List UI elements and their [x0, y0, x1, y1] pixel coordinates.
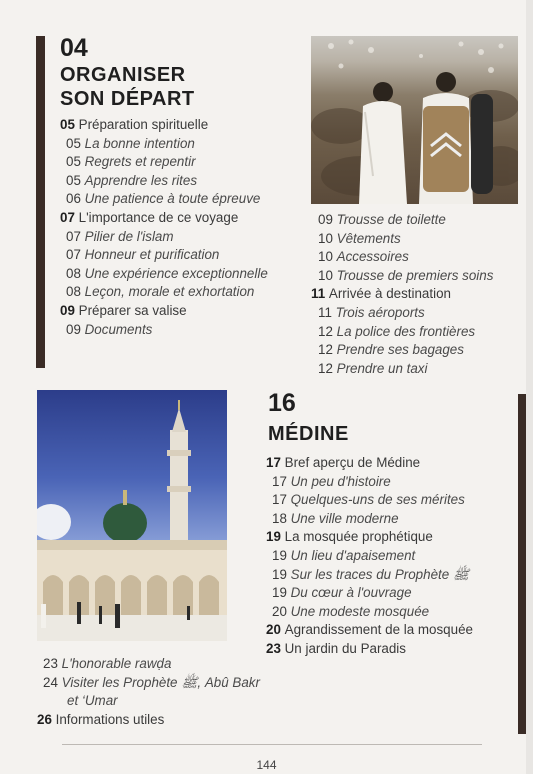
- toc-list-medine: [266, 454, 473, 659]
- toc-entry-page: 26: [37, 711, 52, 727]
- toc-entry-title: Arrivée à destination: [328, 286, 451, 302]
- toc-entry: [318, 248, 493, 267]
- toc-entry-title: Une expérience exceptionnelle: [84, 265, 268, 281]
- toc-entry: [37, 692, 260, 711]
- toc-entry-title: Bref aperçu de Médine: [284, 455, 421, 470]
- toc-entry-page: 17: [266, 455, 281, 470]
- toc-entry: [266, 584, 473, 603]
- toc-entry: [60, 209, 268, 228]
- toc-entry-page: 24: [43, 674, 58, 690]
- toc-entry: [266, 603, 473, 622]
- toc-entry-title: Une modeste mosquée: [290, 603, 430, 619]
- toc-list: [60, 116, 268, 339]
- toc-entry: [60, 116, 268, 135]
- section-number: 04: [60, 34, 88, 62]
- toc-entry-page: 23: [266, 640, 281, 656]
- toc-entry-page: 05: [66, 172, 81, 188]
- toc-entry-title: Trousse de premiers soins: [336, 267, 494, 283]
- section-accent-bar-right: [518, 394, 526, 734]
- toc-entry: [318, 230, 493, 249]
- toc-entry: [60, 228, 268, 247]
- toc-entry: [37, 674, 260, 693]
- toc-entry-page: 11: [311, 286, 326, 302]
- toc-entry-page: 10: [318, 267, 333, 283]
- toc-entry-title: Apprendre les rites: [84, 172, 198, 188]
- toc-entry-title: Une patience à toute épreuve: [84, 191, 261, 207]
- toc-entry: [60, 283, 268, 302]
- toc-entry: [266, 621, 473, 640]
- toc-list-continued: [311, 211, 494, 378]
- toc-entry-page: 09: [60, 302, 75, 318]
- section-title-line2: SON DÉPART: [60, 88, 195, 110]
- toc-entry-title: Un peu d'histoire: [290, 473, 391, 489]
- toc-entry: [266, 547, 473, 566]
- toc-entry-page: 06: [66, 191, 81, 207]
- toc-entry: [37, 711, 260, 730]
- toc-entry: [60, 321, 268, 340]
- toc-entry-title: Du cœur à l'ouvrage: [290, 585, 412, 601]
- toc-entry-page: 05: [66, 135, 81, 151]
- toc-entry-title: et ‘Umar: [67, 693, 118, 709]
- toc-entry: [60, 172, 268, 191]
- toc-entry: [318, 304, 493, 323]
- section-title-medine: MÉDINE: [268, 423, 349, 445]
- toc-entry: [60, 153, 268, 172]
- toc-entry-title: Sur les traces du Prophète ﷺ: [290, 566, 470, 582]
- toc-entry-title: Pilier de l'islam: [84, 228, 174, 244]
- toc-entry-title: Trois aéroports: [335, 304, 425, 320]
- toc-entry-title: Leçon, morale et exhortation: [84, 284, 255, 300]
- toc-list-medine-continued: [37, 655, 260, 729]
- toc-entry-page: 07: [60, 209, 75, 225]
- toc-entry-page: 07: [66, 247, 81, 263]
- toc-entry-page: 05: [66, 154, 81, 170]
- toc-entry: [266, 528, 473, 547]
- toc-entry-title: Vêtements: [336, 230, 401, 246]
- toc-entry-title: Regrets et repentir: [84, 154, 196, 170]
- toc-entry-title: Un jardin du Paradis: [284, 640, 406, 656]
- toc-entry: [318, 323, 493, 342]
- toc-entry-page: 11: [318, 304, 332, 320]
- toc-entry-page: 17: [272, 492, 287, 508]
- toc-entry-title: Honneur et purification: [84, 247, 220, 263]
- toc-entry-title: Préparer sa valise: [78, 302, 187, 318]
- toc-entry-page: 19: [272, 585, 287, 601]
- toc-entry: [311, 285, 493, 304]
- toc-entry-page: 05: [60, 117, 75, 132]
- toc-entry: [60, 135, 268, 154]
- toc-entry-page: 10: [318, 249, 333, 265]
- toc-entry-title: Une ville moderne: [290, 510, 399, 526]
- toc-entry-title: Un lieu d'apaisement: [290, 547, 416, 563]
- mosque-photo: [37, 390, 227, 641]
- toc-entry: [266, 566, 473, 585]
- toc-entry-title: Informations utiles: [55, 711, 165, 727]
- toc-entry-page: 19: [272, 547, 287, 563]
- toc-entry-page: 20: [272, 603, 287, 619]
- toc-entry-title: Prendre un taxi: [336, 360, 428, 376]
- toc-entry-title: Quelques-uns de ses mérites: [290, 492, 465, 508]
- toc-entry-page: 23: [43, 656, 58, 671]
- mosque-illustration: [37, 390, 227, 641]
- pilgrims-photo: [311, 36, 518, 204]
- page-number: 144: [256, 758, 277, 772]
- toc-entry-page: 20: [266, 622, 281, 638]
- toc-entry: [318, 267, 493, 286]
- section-number-2: 16: [268, 389, 296, 417]
- toc-entry-page: 08: [66, 284, 81, 300]
- toc-entry-page: 19: [272, 566, 287, 582]
- section-accent-bar: [36, 36, 45, 368]
- toc-entry-page: 08: [66, 265, 81, 281]
- toc-entry: [266, 473, 473, 492]
- toc-entry-page: 12: [318, 360, 333, 376]
- toc-entry-page: 09: [318, 212, 333, 227]
- pilgrims-illustration: [311, 36, 518, 204]
- toc-entry: [266, 491, 473, 510]
- toc-entry-page: 09: [66, 321, 81, 337]
- toc-entry-title: La police des frontières: [336, 323, 476, 339]
- toc-entry: [60, 190, 268, 209]
- toc-entry-page: 07: [66, 228, 81, 244]
- toc-entry-title: L'importance de ce voyage: [78, 209, 239, 225]
- toc-entry: [266, 454, 473, 473]
- toc-entry-page: 12: [318, 323, 333, 339]
- toc-entry-title: Trousse de toilette: [336, 212, 446, 227]
- section-title-line1: ORGANISER: [60, 64, 186, 86]
- toc-entry: [60, 302, 268, 321]
- toc-entry-page: 19: [266, 529, 281, 545]
- toc-entry-title: L'honorable rawḍa: [61, 656, 172, 671]
- toc-entry: [318, 341, 493, 360]
- toc-entry-title: Préparation spirituelle: [78, 117, 209, 132]
- toc-entry: [60, 265, 268, 284]
- toc-entry-title: La mosquée prophétique: [284, 529, 433, 545]
- toc-entry-page: 18: [272, 510, 287, 526]
- toc-entry-page: 12: [318, 342, 333, 358]
- toc-entry-title: Visiter les Prophète ﷺ, Abû Bakr: [61, 674, 260, 690]
- toc-entry-title: La bonne intention: [84, 135, 195, 151]
- toc-entry-title: Accessoires: [336, 249, 409, 265]
- toc-entry-page: 17: [272, 473, 287, 489]
- toc-entry-title: Prendre ses bagages: [336, 342, 464, 358]
- toc-entry: [318, 360, 493, 379]
- footer-divider: [62, 744, 482, 745]
- toc-entry: [37, 655, 260, 674]
- toc-entry-page: 10: [318, 230, 333, 246]
- toc-entry-title: Agrandissement de la mosquée: [284, 622, 473, 638]
- toc-entry: [60, 246, 268, 265]
- toc-entry-title: Documents: [84, 321, 153, 337]
- page-edge: [526, 0, 533, 774]
- toc-entry: [266, 640, 473, 659]
- toc-entry: [266, 510, 473, 529]
- toc-entry: [318, 211, 493, 230]
